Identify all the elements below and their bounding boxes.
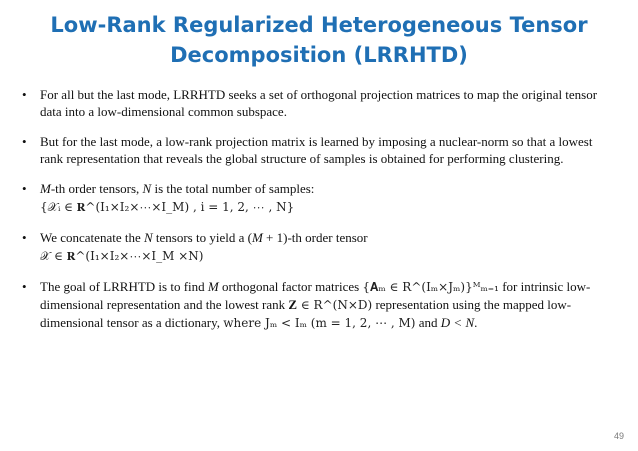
var-n: N	[142, 181, 152, 196]
math-formula: 𝒳 ∈ 𝐑^(I₁×I₂×⋯×I_M ×N)	[40, 249, 204, 263]
var-d-lt-n: D < N	[440, 315, 475, 330]
var-z: Z	[288, 297, 298, 312]
bullet-text: and	[415, 315, 441, 330]
math-formula: ∈ R^(N×D)	[297, 298, 373, 312]
bullet-content	[40, 278, 618, 332]
math-formula: {𝐀ₘ ∈ R^(Iₘ×Jₘ)}ᴹₘ₌₁	[362, 280, 499, 294]
bullet-item-1	[22, 86, 618, 120]
bullet-item-4	[22, 229, 618, 265]
var-m: M	[207, 279, 219, 294]
bullet-text: for intrinsic low-dimensional representation and the lowest rank	[40, 279, 591, 312]
bullet-item-5	[22, 278, 618, 332]
var-n: N	[143, 230, 153, 245]
var-m: M	[40, 181, 51, 196]
bullet-text: tensors to yield a (	[152, 230, 252, 245]
bullet-text: But for the last mode, a low-rank projection matrix is learned by imposing a nuclear-norm so that a lowest rank representation that reveals the global structure of samples is obtained for performing clustering.	[40, 134, 593, 166]
bullet-text: The goal of LRRHTD is to find	[40, 279, 208, 294]
bullet-dot: •	[22, 181, 27, 196]
bullet-text: orthogonal factor matrices	[218, 279, 363, 294]
var-m: M	[251, 230, 263, 245]
bullet-content	[40, 180, 618, 216]
bullet-dot: •	[22, 87, 27, 102]
page-number: 49	[613, 431, 624, 441]
bullet-text: -th order tensors,	[50, 181, 143, 196]
math-formula: where Jₘ < Iₘ (m = 1, 2, ⋯ , M)	[223, 316, 416, 330]
bullet-list	[22, 86, 618, 345]
slide-title: Low-Rank Regularized Heterogeneous Tensor Decomposition (LRRHTD)	[50, 13, 588, 67]
bullet-text: We concatenate the	[40, 230, 144, 245]
bullet-text: + 1)-th order tensor	[262, 230, 368, 245]
bullet-item-3	[22, 180, 618, 216]
bullet-dot: •	[22, 134, 27, 149]
bullet-content	[40, 229, 618, 265]
bullet-text: For all but the last mode, LRRHTD seeks a set of orthogonal projection matrices to map the original tensor data into a low-dimensional common subspace.	[40, 87, 598, 119]
bullet-text: representation using the mapped low-dimensional tensor as a dictionary,	[40, 297, 572, 330]
math-formula: {𝒳ᵢ ∈ 𝐑^(I₁×I₂×⋯×I_M) , i = 1, 2, ⋯ , N}	[40, 200, 295, 214]
bullet-dot: •	[22, 230, 27, 245]
bullet-text: is the total number of samples:	[151, 181, 315, 196]
bullet-item-2	[22, 133, 618, 167]
bullet-dot: •	[22, 279, 27, 294]
bullet-text: .	[474, 315, 478, 330]
